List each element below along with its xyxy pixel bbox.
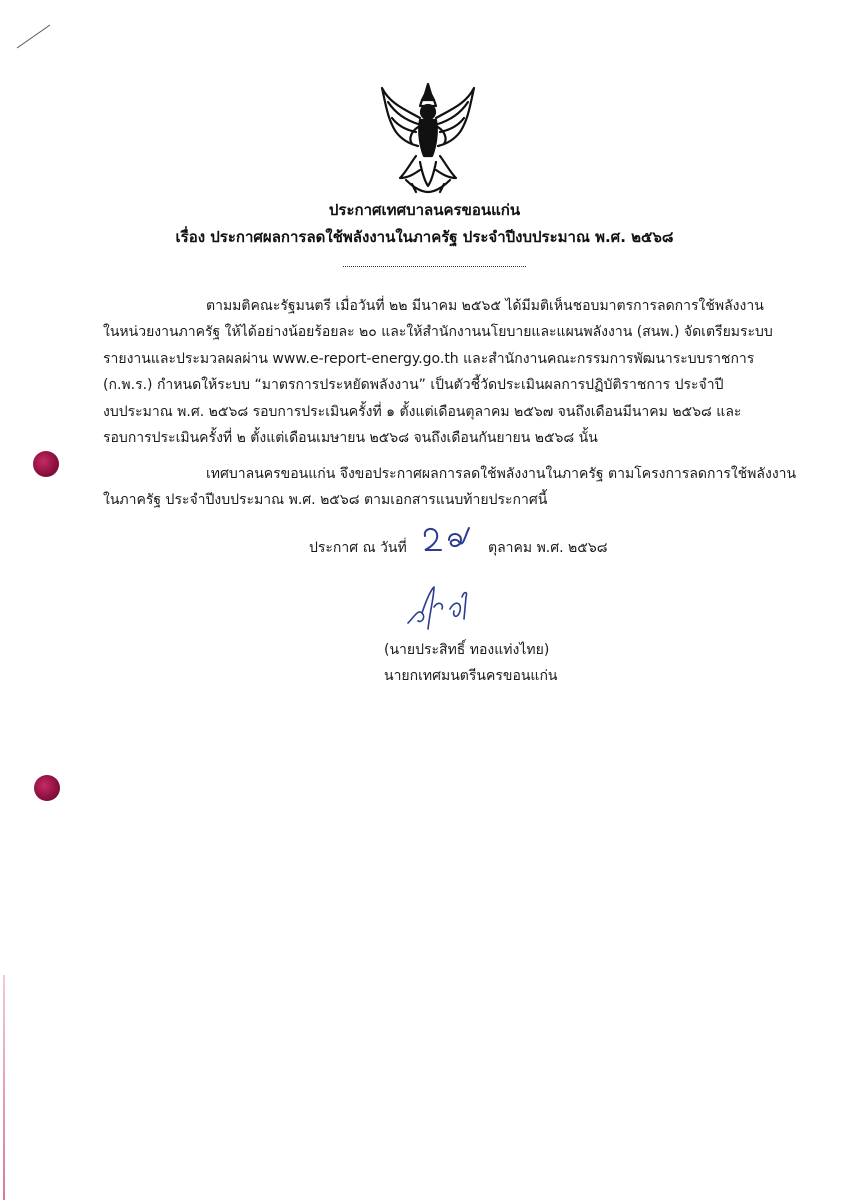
document-subject: เรื่อง ประกาศผลการลดใช้พลังงานในภาครัฐ ประจำปีงบประมาณ พ.ศ. ๒๕๖๘	[175, 228, 674, 246]
dotted-divider	[343, 266, 526, 267]
paragraph-line: รอบการประเมินครั้งที่ ๒ ตั้งแต่เดือนเมษายน ๒๕๖๘ จนถึงเดือนกันยายน ๒๕๖๘ นั้น	[103, 430, 598, 446]
corner-pen-mark	[14, 22, 54, 52]
paragraph-line: รายงานและประมวลผลผ่าน www.e-report-energy.go.th และสำนักงานคณะกรรมการพัฒนาระบบราชการ	[103, 351, 755, 367]
binder-punch-hole	[33, 451, 59, 477]
announcement-prefix: ประกาศ ณ วันที่	[309, 540, 407, 556]
paragraph-line: ในภาครัฐ ประจำปีงบประมาณ พ.ศ. ๒๕๖๘ ตามเอกสารแนบท้ายประกาศนี้	[103, 492, 548, 508]
paragraph-line: ตามมติคณะรัฐมนตรี เมื่อวันที่ ๒๒ มีนาคม ๒๕๖๕ ได้มีมติเห็นชอบมาตรการลดการใช้พลังงาน	[206, 298, 764, 314]
handwritten-signature	[404, 583, 484, 633]
paragraph-line: เทศบาลนครขอนแก่น จึงขอประกาศผลการลดใช้พลังงานในภาครัฐ ตามโครงการลดการใช้พลังงาน	[206, 466, 797, 482]
signatory-name: (นายประสิทธิ์ ทองแท่งไทย)	[384, 642, 550, 658]
announcement-suffix: ตุลาคม พ.ศ. ๒๕๖๘	[488, 540, 608, 556]
page-edge-mark	[3, 975, 5, 1200]
document-title: ประกาศเทศบาลนครขอนแก่น	[328, 201, 521, 219]
paragraph-line: (ก.พ.ร.) กำหนดให้ระบบ “มาตรการประหยัดพลังงาน” เป็นตัวชี้วัดประเมินผลการปฏิบัติราชการ ประจำปี	[103, 377, 724, 393]
handwritten-day-number	[419, 522, 479, 556]
binder-punch-hole	[34, 775, 60, 801]
paragraph-line: งบประมาณ พ.ศ. ๒๕๖๘ รอบการประเมินครั้งที่ ๑ ตั้งแต่เดือนตุลาคม ๒๕๖๗ จนถึงเดือนมีนาคม ๒๕๖๘ และ	[103, 404, 742, 420]
garuda-emblem-icon	[376, 80, 480, 194]
signatory-position: นายกเทศมนตรีนครขอนแก่น	[384, 668, 558, 684]
paragraph-line: ในหน่วยงานภาครัฐ ให้ได้อย่างน้อยร้อยละ ๒๐ และให้สำนักงานนโยบายและแผนพลังงาน (สนพ.) จัดเตรียมระบบ	[103, 324, 773, 340]
